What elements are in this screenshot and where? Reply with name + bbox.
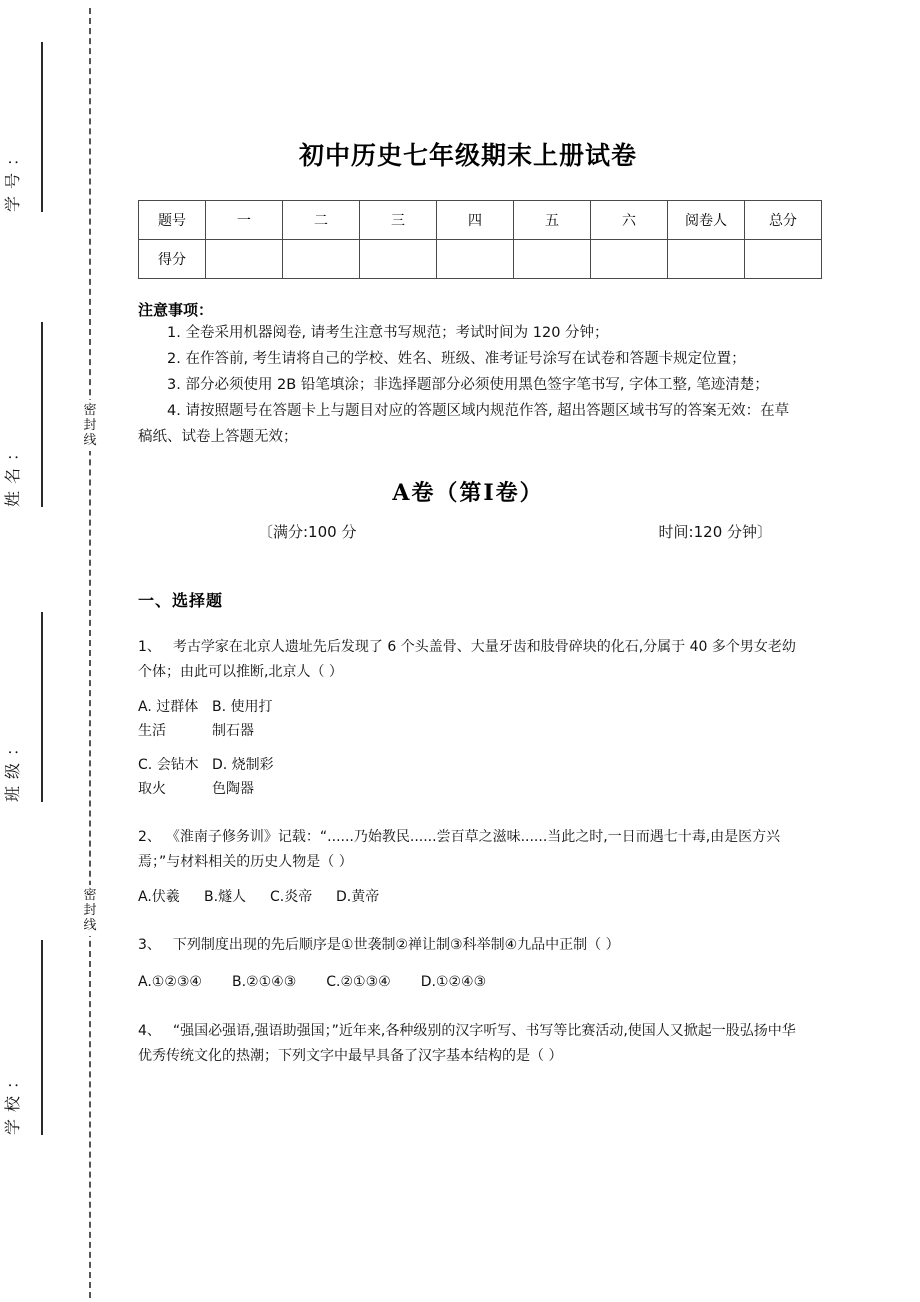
- option-1-C-label: C.: [138, 757, 153, 773]
- question-4: [138, 1019, 798, 1069]
- notice-section: [138, 299, 798, 450]
- table-row: [139, 201, 822, 240]
- option-3-B[interactable]: [232, 970, 296, 995]
- option-2-B-label: B.: [204, 889, 219, 905]
- question-1-options: [138, 695, 798, 801]
- score-cell-value-7[interactable]: [668, 240, 745, 279]
- seal-char-2: 封: [83, 418, 97, 433]
- notice-item-2: 2. 在作答前, 考生请将自己的学校、姓名、班级、准考证号涂写在试卷和答题卡规定位置；: [167, 351, 746, 367]
- option-2-A[interactable]: [138, 885, 204, 909]
- seal-rule-3: [41, 612, 43, 802]
- option-1-D-text: 烧制彩色陶器: [212, 757, 274, 797]
- score-cell-value-4[interactable]: [437, 240, 514, 279]
- score-cell-value-2[interactable]: [283, 240, 360, 279]
- seal-rule-1: [41, 42, 43, 212]
- score-table: [138, 200, 822, 279]
- option-1-B-label: B.: [212, 699, 227, 715]
- option-2-C-label: C.: [270, 889, 285, 905]
- seal-margin: [0, 0, 130, 1302]
- full-score-label: 〔满分:100 分: [258, 523, 357, 541]
- score-cell-header-1: 一: [206, 201, 283, 240]
- option-2-B-text: 燧人: [218, 889, 247, 905]
- score-cell-value-1[interactable]: [206, 240, 283, 279]
- part-one-title: 一、选择题: [138, 591, 224, 610]
- option-3-A-label: A.: [138, 974, 152, 990]
- question-1-stem: [138, 635, 798, 685]
- table-row: [139, 240, 822, 279]
- option-2-A-label: A.: [138, 889, 152, 905]
- question-1-options-row-2: [138, 753, 798, 801]
- seal-char-4: 密: [83, 888, 97, 903]
- exam-time-label: 时间:120 分钟〕: [658, 523, 772, 541]
- seal-char-5: 封: [83, 903, 97, 918]
- option-1-A[interactable]: [138, 695, 212, 743]
- question-2-options-row-1: [138, 885, 798, 909]
- option-3-A-text: ①②③④: [151, 974, 202, 990]
- option-2-A-text: 伏羲: [151, 889, 180, 905]
- option-1-D[interactable]: [212, 753, 286, 801]
- seal-label-class: 班级：: [3, 732, 22, 802]
- notice-title: 注意事项：: [138, 301, 214, 319]
- option-3-C-label: C.: [326, 974, 341, 990]
- score-cell-value-6[interactable]: [591, 240, 668, 279]
- option-1-C[interactable]: [138, 753, 212, 801]
- option-1-B[interactable]: [212, 695, 286, 743]
- seal-label-school: 学校：: [3, 1065, 22, 1135]
- notice-item-3: 3. 部分必须使用 2B 铅笔填涂；非选择题部分必须使用黑色签字笔书写, 字体工整, 笔迹清楚；: [167, 377, 769, 393]
- option-3-C[interactable]: [326, 970, 390, 995]
- notice-item-1: 1. 全卷采用机器阅卷, 请考生注意书写规范；考试时间为 120 分钟；: [167, 325, 609, 341]
- question-4-stem: [138, 1019, 798, 1069]
- page-title: 初中历史七年级期末上册试卷: [298, 141, 637, 170]
- question-3-stem: [138, 933, 798, 958]
- option-1-B-text: 使用打制石器: [212, 699, 273, 739]
- question-1: [138, 635, 798, 801]
- seal-dashed-line: [89, 8, 91, 1298]
- score-cell-value-0: 得分: [139, 240, 206, 279]
- option-3-A[interactable]: [138, 970, 202, 995]
- question-1-text: 考古学家在北京人遗址先后发现了 6 个头盖骨、大量牙齿和肢骨碎块的化石,分属于 40 多个男女老幼个体；由此可以推断,北京人（ ）: [138, 639, 796, 680]
- score-cell-header-4: 四: [437, 201, 514, 240]
- question-1-options-row-1: [138, 695, 798, 743]
- option-3-D-label: D.: [420, 974, 436, 990]
- question-2-stem: [138, 825, 798, 875]
- score-cell-header-8: 总分: [745, 201, 822, 240]
- score-cell-header-3: 三: [360, 201, 437, 240]
- option-2-C[interactable]: [270, 885, 336, 909]
- question-2-number: 2、: [138, 829, 161, 845]
- exam-paper-body: [138, 0, 798, 1069]
- question-3-text: 下列制度出现的先后顺序是①世袭制②禅让制③科举制④九品中正制（ ）: [172, 937, 620, 953]
- exam-meta: [138, 521, 798, 542]
- option-2-C-text: 炎帝: [284, 889, 313, 905]
- notice-item-4: 4. 请按照题号在答题卡上与题目对应的答题区域内规范作答, 超出答题区域书写的答案无效：在草稿纸、试卷上答题无效；: [138, 403, 790, 445]
- option-1-A-label: A.: [138, 699, 152, 715]
- seal-char-6: 线: [83, 918, 97, 933]
- option-1-C-text: 会钻木取火: [138, 757, 199, 797]
- option-3-B-label: B.: [231, 974, 247, 990]
- option-2-D-label: D.: [336, 889, 352, 905]
- score-cell-header-7: 阅卷人: [668, 201, 745, 240]
- seal-rule-2: [41, 322, 43, 507]
- score-cell-header-0: 题号: [139, 201, 206, 240]
- question-3-options: [138, 970, 798, 995]
- question-2-options: [138, 885, 798, 909]
- question-4-text: “强国必强语,强语助强国；”近年来,各种级别的汉字听写、书写等比赛活动,使国人又掀起一股弘扬中华优秀传统文化的热潮；下列文字中最早具备了汉字基本结构的是（ ）: [138, 1023, 796, 1064]
- question-2: [138, 825, 798, 909]
- score-cell-header-6: 六: [591, 201, 668, 240]
- question-1-number: 1、: [138, 639, 161, 655]
- score-cell-value-3[interactable]: [360, 240, 437, 279]
- option-3-B-text: ②①④③: [246, 974, 297, 990]
- seal-label-name: 姓名：: [3, 437, 22, 507]
- seal-rule-4: [41, 940, 43, 1135]
- seal-label-student-id: 学号：: [3, 142, 22, 212]
- question-3-number: 3、: [138, 937, 161, 953]
- option-3-D[interactable]: [421, 970, 486, 995]
- score-cell-header-5: 五: [514, 201, 591, 240]
- option-2-B[interactable]: [204, 885, 270, 909]
- seal-line-text-top: [79, 400, 101, 451]
- question-4-number: 4、: [138, 1023, 161, 1039]
- section-a-title: A卷（第Ⅰ卷）: [392, 480, 544, 506]
- option-1-A-text: 过群体生活: [138, 699, 199, 739]
- score-cell-value-8[interactable]: [745, 240, 822, 279]
- question-3: [138, 933, 798, 995]
- score-cell-header-2: 二: [283, 201, 360, 240]
- seal-char-1: 密: [83, 403, 97, 418]
- seal-char-3: 线: [83, 433, 97, 448]
- question-2-text: 《淮南子修务训》记载：“......乃始教民......尝百草之滋味......当此之时,一日而遇七十毒,由是医方兴焉；”与材料相关的历史人物是（ ）: [138, 829, 781, 870]
- option-2-D[interactable]: [336, 885, 402, 909]
- option-3-D-text: ①②④③: [435, 974, 487, 990]
- option-3-C-text: ②①③④: [340, 974, 391, 990]
- seal-line-text-bottom: [79, 885, 101, 936]
- option-2-D-text: 黄帝: [351, 889, 380, 905]
- option-1-D-label: D.: [212, 757, 228, 773]
- score-cell-value-5[interactable]: [514, 240, 591, 279]
